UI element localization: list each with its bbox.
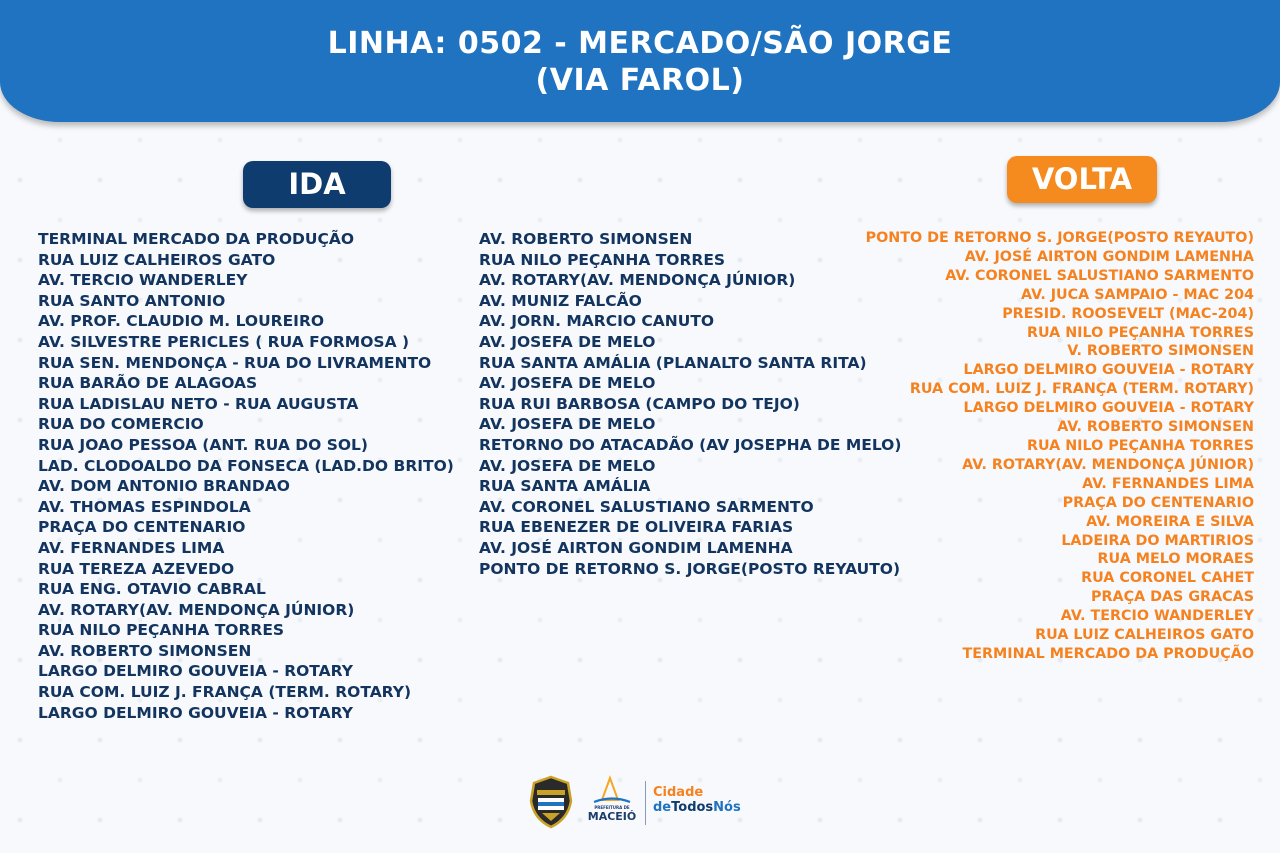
ida-stop: RUA TEREZA AZEVEDO (38, 559, 235, 578)
slogan-line1: Cidade (653, 785, 704, 800)
volta-stop: PONTO DE RETORNO S. JORGE(POSTO REYAUTO) (865, 230, 1254, 246)
volta-stop: RUA MELO MORAES (1097, 551, 1254, 568)
ida-stop: AV. ROTARY(AV. MENDONÇA JÚNIOR) (479, 271, 796, 290)
ida-stop: RUA JOAO PESSOA (ANT. RUA DO SOL) (38, 435, 368, 454)
ida-stop: RUA NILO PEÇANHA TORRES (479, 250, 726, 269)
ida-stop: AV. MUNIZ FALCÃO (479, 291, 642, 310)
volta-stop: PRAÇA DAS GRACAS (1091, 589, 1254, 606)
ida-stop: RUA SANTA AMÁLIA (479, 477, 651, 496)
volta-stop: AV. CORONEL SALUSTIANO SARMENTO (945, 267, 1254, 284)
slogan-de: de (653, 800, 672, 815)
volta-stop: AV. ROBERTO SIMONSEN (1057, 419, 1254, 436)
ida-stop: AV. JOSEFA DE MELO (479, 456, 656, 475)
ida-stop: LAD. CLODOALDO DA FONSECA (LAD.DO BRITO) (38, 456, 454, 475)
volta-stop: LARGO DELMIRO GOUVEIA - ROTARY (963, 362, 1254, 379)
volta-stop: RUA NILO PEÇANHA TORRES (1027, 324, 1254, 341)
slogan-nos: Nós (713, 800, 741, 815)
volta-stop: V. ROBERTO SIMONSEN (1067, 343, 1254, 360)
volta-stop: TERMINAL MERCADO DA PRODUÇÃO (962, 645, 1254, 662)
ida-stop: AV. SILVESTRE PERICLES ( RUA FORMOSA ) (38, 332, 410, 351)
volta-stop: AV. ROTARY(AV. MENDONÇA JÚNIOR) (962, 456, 1254, 473)
volta-stop: AV. MOREIRA E SILVA (1086, 513, 1254, 530)
ida-stop: RUA ENG. OTAVIO CABRAL (38, 580, 266, 599)
ida-stop: RUA SANTA AMÁLIA (PLANALTO SANTA RITA) (479, 353, 867, 372)
ida-stop: AV. JOSEFA DE MELO (479, 374, 656, 393)
ida-stop: RUA COM. LUIZ J. FRANÇA (TERM. ROTARY) (38, 683, 412, 702)
slogan-todos: Todos (671, 800, 714, 815)
route-header (0, 0, 1280, 122)
police-badge-icon (528, 775, 574, 829)
volta-stop: AV. JOSÉ AIRTON GONDIM LAMENHA (964, 248, 1254, 265)
ida-stop: RUA EBENEZER DE OLIVEIRA FARIAS (479, 518, 794, 537)
ida-stop: AV. JOSÉ AIRTON GONDIM LAMENHA (479, 538, 793, 557)
volta-badge: VOLTA (1007, 156, 1157, 203)
ida-stop: RUA SANTO ANTONIO (38, 291, 226, 310)
ida-stop: AV. CORONEL SALUSTIANO SARMENTO (479, 497, 814, 516)
ida-stop: AV. ROBERTO SIMONSEN (38, 641, 252, 660)
prefeitura-label: PREFEITURA DE (594, 805, 630, 810)
ida-stop: AV. JOSEFA DE MELO (479, 332, 656, 351)
prefeitura-sail-icon (584, 775, 640, 805)
volta-stop: PRESID. ROOSEVELT (MAC-204) (1002, 305, 1254, 322)
route-subtitle: (VIA FAROL) (535, 63, 745, 98)
slogan-logo (653, 785, 741, 815)
ida-stop: RUA DO COMERCIO (38, 415, 204, 434)
ida-stop: RUA NILO PEÇANHA TORRES (38, 621, 285, 640)
prefeitura-city: MACEIÓ (587, 810, 637, 823)
ida-stop: AV. ROTARY(AV. MENDONÇA JÚNIOR) (38, 600, 355, 619)
volta-stop: AV. TERCIO WANDERLEY (1060, 608, 1254, 625)
ida-stop: AV. TERCIO WANDERLEY (38, 271, 248, 290)
ida-stop: AV. FERNANDES LIMA (38, 538, 225, 557)
ida-stop: LARGO DELMIRO GOUVEIA - ROTARY (38, 703, 353, 722)
volta-stops-list (866, 229, 1254, 664)
slogan-line2 (653, 800, 741, 815)
volta-stop: PRAÇA DO CENTENARIO (1062, 494, 1254, 511)
ida-stop: AV. ROBERTO SIMONSEN (479, 230, 693, 248)
logo-divider (645, 781, 646, 825)
ida-stop: RUA LADISLAU NETO - RUA AUGUSTA (38, 394, 359, 413)
ida-stop: LARGO DELMIRO GOUVEIA - ROTARY (38, 662, 353, 681)
volta-stop: LARGO DELMIRO GOUVEIA - ROTARY (963, 400, 1254, 417)
ida-stops-column-2 (479, 229, 901, 579)
volta-stop: LADEIRA DO MARTIRIOS (1061, 532, 1254, 549)
ida-stop: AV. PROF. CLAUDIO M. LOUREIRO (38, 312, 325, 331)
ida-stop: RUA BARÃO DE ALAGOAS (38, 374, 258, 393)
ida-stops-column-1 (38, 229, 454, 723)
ida-stop: RUA LUIZ CALHEIROS GATO (38, 250, 276, 269)
ida-stop: TERMINAL MERCADO DA PRODUÇÃO (38, 230, 355, 248)
volta-stop: AV. JUCA SAMPAIO - MAC 204 (1021, 286, 1254, 303)
ida-stop: PRAÇA DO CENTENARIO (38, 518, 246, 537)
ida-stop: AV. JORN. MARCIO CANUTO (479, 312, 715, 331)
volta-stop: RUA LUIZ CALHEIROS GATO (1035, 627, 1254, 644)
ida-stop: AV. DOM ANTONIO BRANDAO (38, 477, 290, 496)
ida-stop: PONTO DE RETORNO S. JORGE(POSTO REYAUTO) (479, 559, 901, 578)
ida-stop: RUA SEN. MENDONÇA - RUA DO LIVRAMENTO (38, 353, 432, 372)
ida-stop: RETORNO DO ATACADÃO (AV JOSEPHA DE MELO) (479, 435, 902, 454)
volta-stop: RUA COM. LUIZ J. FRANÇA (TERM. ROTARY) (909, 381, 1254, 398)
volta-stop: RUA NILO PEÇANHA TORRES (1027, 437, 1254, 454)
volta-stop: RUA CORONEL CAHET (1081, 570, 1254, 587)
ida-stop: AV. THOMAS ESPINDOLA (38, 497, 251, 516)
footer-logos (528, 775, 758, 829)
ida-stop: AV. JOSEFA DE MELO (479, 415, 656, 434)
prefeitura-logo (584, 775, 640, 829)
volta-stop: AV. FERNANDES LIMA (1082, 475, 1254, 492)
route-title: LINHA: 0502 - MERCADO/SÃO JORGE (327, 26, 953, 61)
ida-badge: IDA (243, 161, 391, 208)
ida-stop: RUA RUI BARBOSA (CAMPO DO TEJO) (479, 394, 800, 413)
